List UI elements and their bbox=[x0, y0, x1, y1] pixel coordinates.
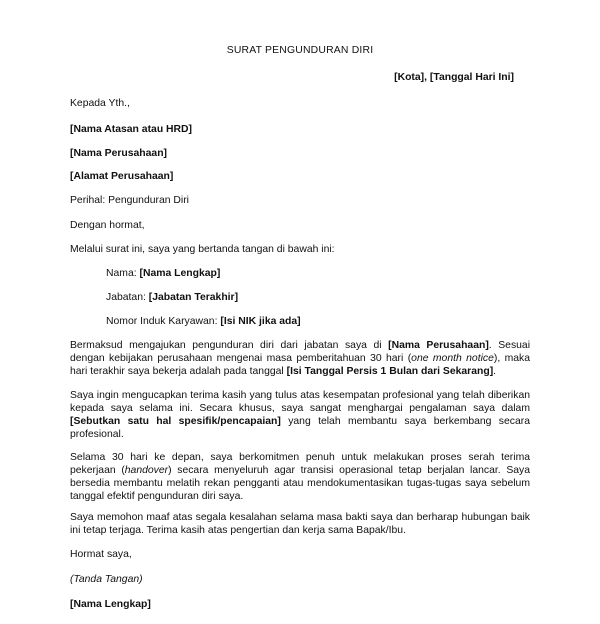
closing: Hormat saya, bbox=[70, 549, 132, 560]
signature-placeholder: (Tanda Tangan) bbox=[70, 574, 143, 585]
company-address: [Alamat Perusahaan] bbox=[70, 171, 174, 182]
p3-handover: handover bbox=[124, 465, 169, 476]
p2-achievement: [Sebutkan satu hal spesifik/pencapaian] bbox=[70, 416, 281, 427]
p3-text-c: ) secara menyeluruh agar transisi operasional tetap berjalan lancar. Saya bersedia membantu melatih rekan pengganti atau mendokumentasikan tugas-tugas saya sebelum tanggal efektif pengunduran diri saya. bbox=[70, 465, 530, 502]
field-name-label: Nama: bbox=[106, 268, 140, 279]
field-employee-id bbox=[106, 315, 301, 328]
p1-text-c: . Sesuai dengan kebijakan perusahaan mengenai masa pemberitahuan 30 hari ( bbox=[70, 340, 531, 364]
p1-last-date: [Isi Tanggal Persis 1 Bulan dari Sekarang] bbox=[286, 366, 494, 377]
letter-title: SURAT PENGUNDURAN DIRI bbox=[226, 45, 374, 56]
p3-text-a: Selama 30 hari ke depan, saya berkomitmen penuh untuk melakukan proses serah terima pekerjaan ( bbox=[70, 452, 530, 476]
paragraph-1 bbox=[70, 339, 530, 378]
p2-text-c: yang telah membantu saya berkembang secara profesional. bbox=[70, 416, 530, 440]
subject-line: Perihal: Pengunduran Diri bbox=[70, 195, 189, 206]
place-date: [Kota], [Tanggal Hari Ini] bbox=[394, 72, 514, 83]
field-name-value: [Nama Lengkap] bbox=[139, 268, 221, 279]
paragraph-3 bbox=[70, 451, 530, 503]
field-position bbox=[106, 291, 238, 304]
signer-name: [Nama Lengkap] bbox=[70, 599, 151, 610]
paragraph-2 bbox=[70, 389, 530, 441]
p1-notice: one month notice bbox=[411, 353, 494, 364]
field-position-value: [Jabatan Terakhir] bbox=[148, 292, 239, 303]
field-id-value: [Isi NIK jika ada] bbox=[220, 316, 301, 327]
greeting: Dengan hormat, bbox=[70, 220, 145, 231]
p1-company: [Nama Perusahaan] bbox=[388, 340, 489, 351]
p1-text-e: ), maka hari terakhir saya bekerja adalah pada tanggal bbox=[70, 353, 531, 377]
company-name: [Nama Perusahaan] bbox=[70, 148, 168, 159]
to-label: Kepada Yth., bbox=[70, 98, 130, 109]
field-id-label: Nomor Induk Karyawan: bbox=[106, 316, 221, 327]
field-position-label: Jabatan: bbox=[106, 292, 149, 303]
paragraph-4: Saya memohon maaf atas segala kesalahan selama masa bakti saya dan berharap hubungan baik ini tetap terjaga. Terima kasih atas pengertian dan kerja sama Bapak/Ibu. bbox=[70, 512, 530, 536]
intro-line: Melalui surat ini, saya yang bertanda tangan di bawah ini: bbox=[70, 244, 335, 255]
p1-text-a: Bermaksud mengajukan pengunduran diri dari jabatan saya di bbox=[70, 340, 389, 351]
recipient-name: [Nama Atasan atau HRD] bbox=[70, 124, 193, 135]
p1-text-g: . bbox=[493, 366, 497, 377]
p2-text-a: Saya ingin mengucapkan terima kasih yang tulus atas kesempatan profesional yang telah diberikan kepada saya selama ini. Secara khusus, saya sangat menghargai pengalaman saya dalam bbox=[70, 390, 530, 414]
field-name bbox=[106, 267, 220, 280]
